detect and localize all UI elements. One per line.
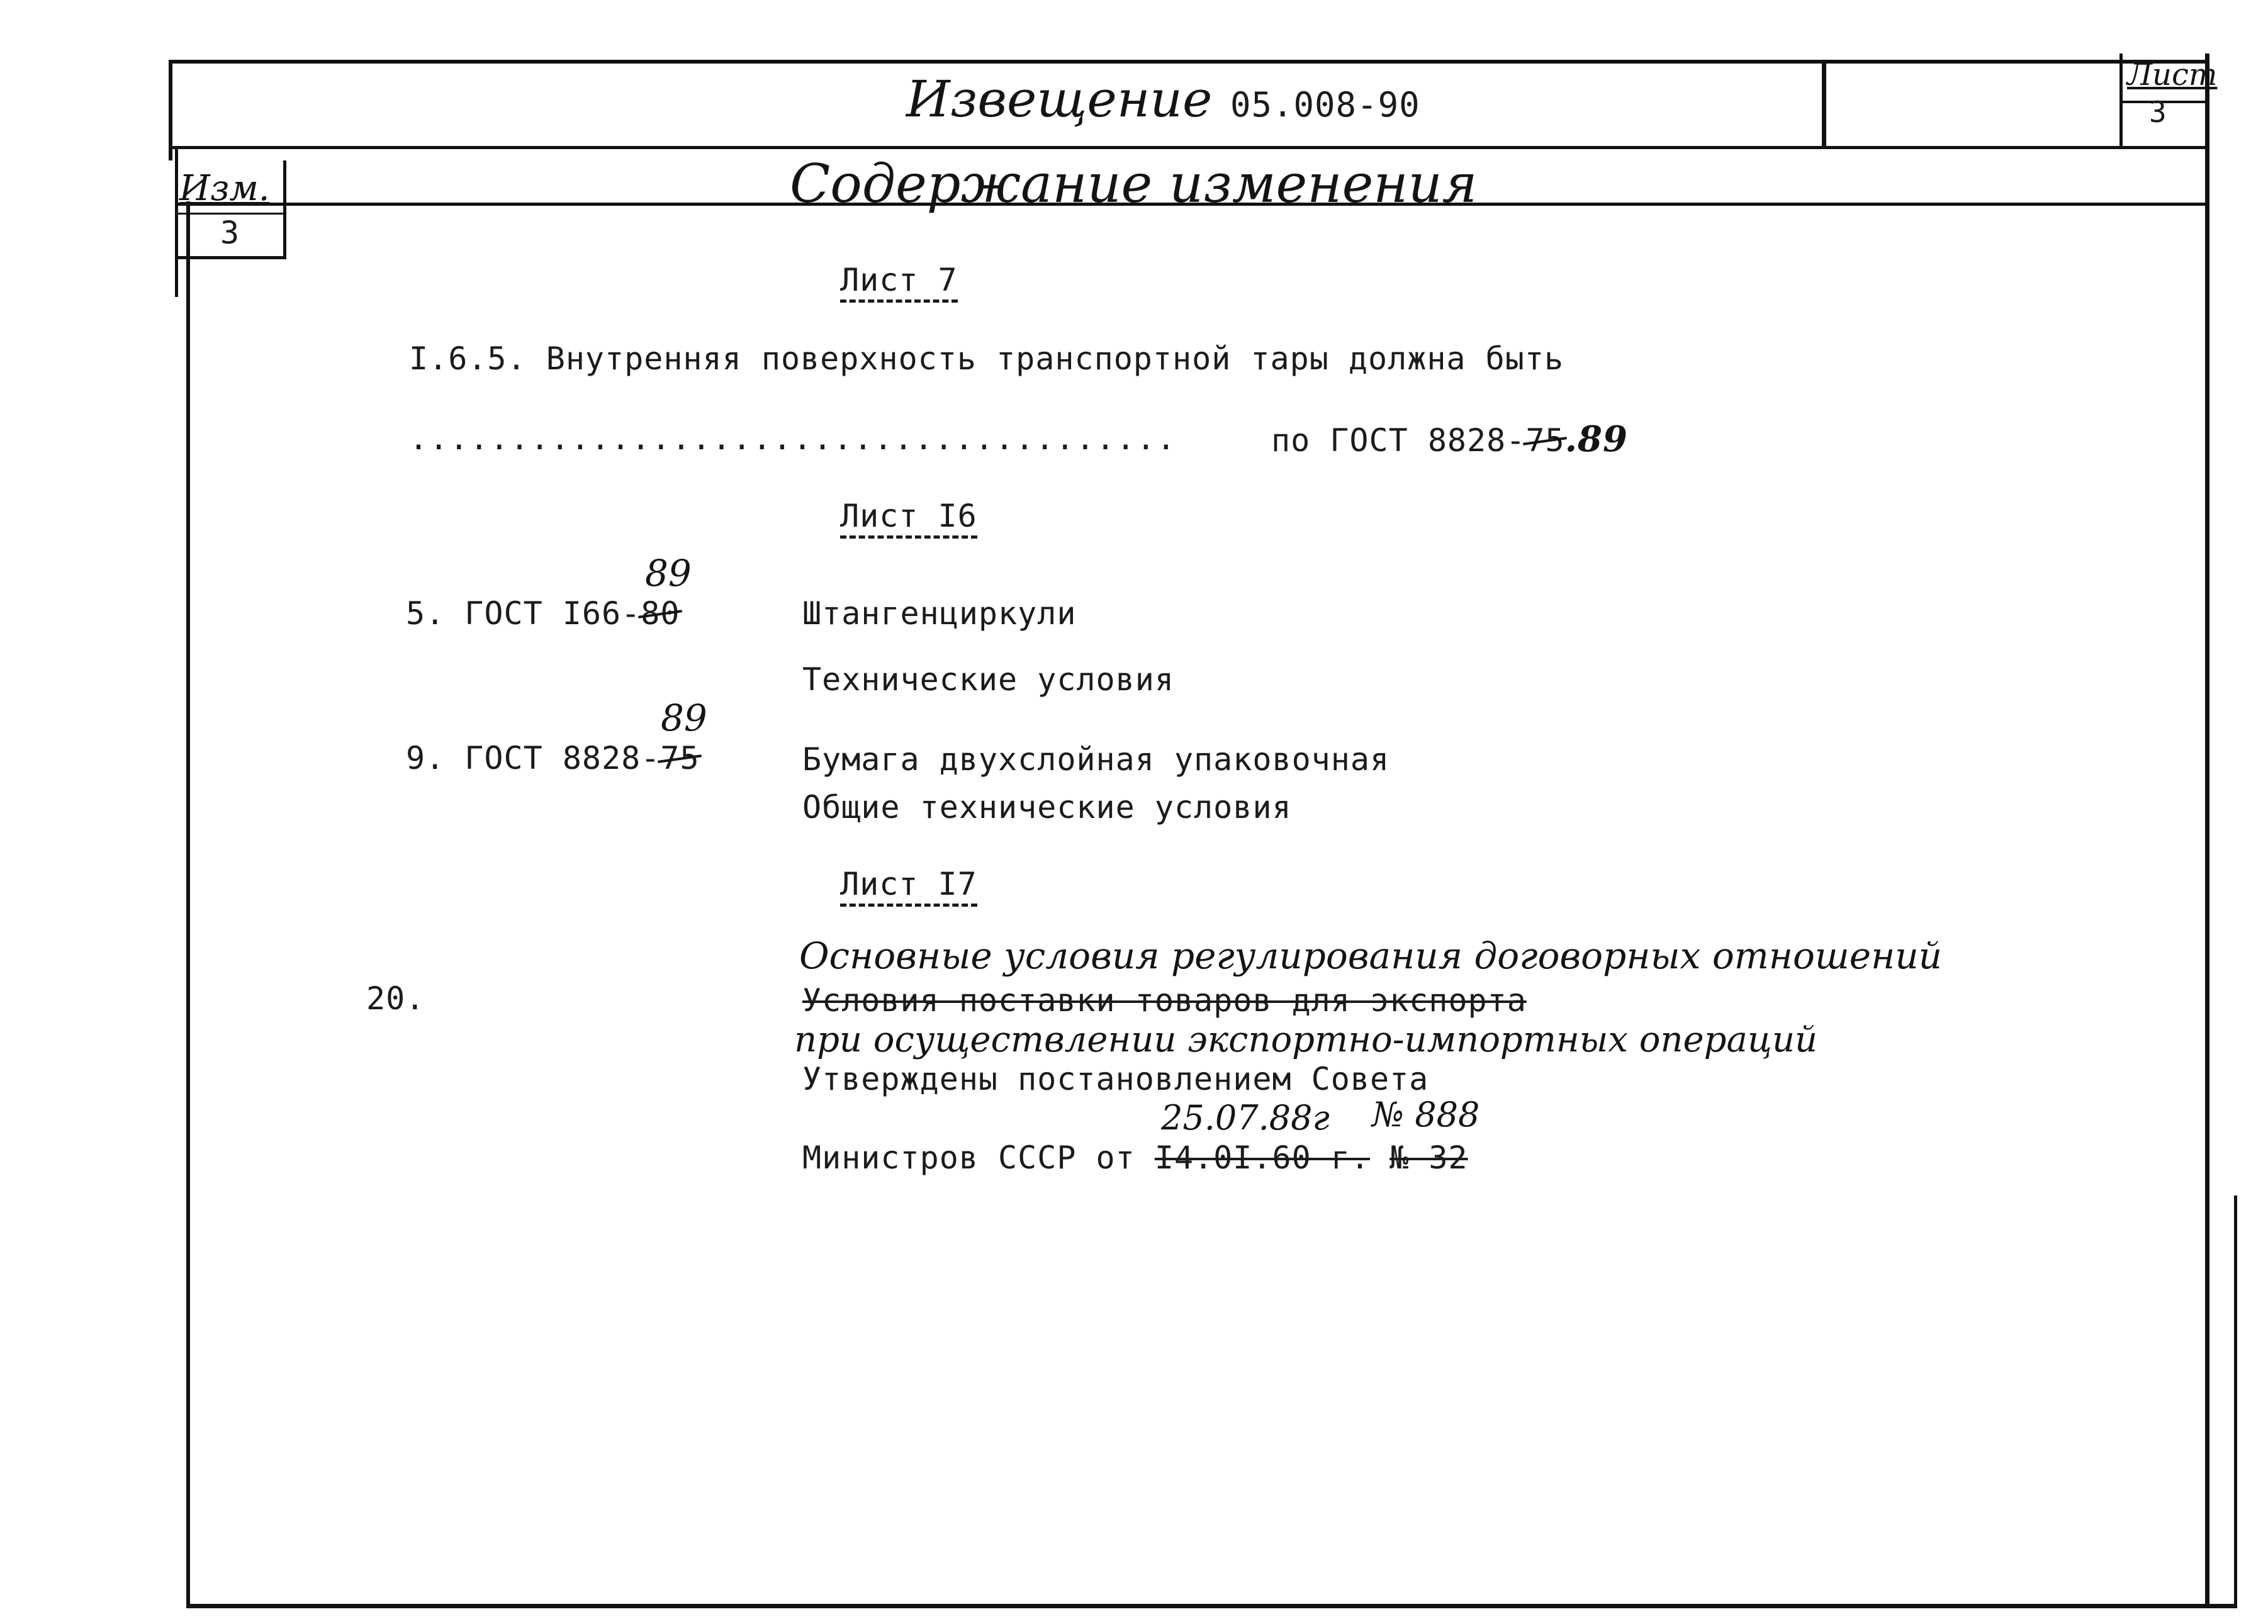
item-9-gost: 9. ГОСТ 8828-: [406, 740, 661, 776]
gost-ref-new-year: .89: [1564, 418, 1628, 460]
item-5-old-year: 80: [641, 595, 680, 632]
item-9-old-year: 75: [660, 740, 700, 776]
content-title: Содержание изменения: [790, 153, 1478, 215]
item-5-gost: 5. ГОСТ I66-: [406, 595, 641, 632]
header-right-separator: [1822, 60, 1826, 146]
sheet-label: Лист: [2127, 57, 2218, 92]
change-box-bottom: [176, 256, 286, 259]
clause-1-6-5: I.6.5. Внутренняя поверхность транспортной тары должна быть: [409, 340, 1564, 377]
item-9-title: Бумага двухслойная упаковочная: [802, 741, 1390, 778]
item-20-new-date: 25.07.88г: [1161, 1098, 1330, 1138]
item-20-old-number: № 32: [1389, 1140, 1468, 1176]
item-20-handwritten-line-2: при осуществлении экспортно-импортных операций: [794, 1019, 1818, 1060]
clause-gost-reference: [1271, 418, 1628, 460]
sheet-17-heading: Лист I7: [840, 868, 977, 907]
item-9-number: [406, 742, 700, 774]
left-margin-stub: [175, 146, 178, 297]
notice-title: Извещение: [906, 70, 1213, 128]
item-20-handwritten-line-1: Основные условия регулирования договорных отношений: [799, 934, 1943, 977]
document-number: 05.008-90: [1230, 85, 1420, 125]
item-20-new-number: № 888: [1372, 1095, 1480, 1134]
gost-ref-old-year: 75: [1525, 422, 1565, 459]
frame-right: [2205, 53, 2209, 1608]
item-20-number: 20.: [366, 980, 425, 1017]
item-9-subtitle: Общие технические условия: [802, 789, 1292, 826]
sheet-16-heading: Лист I6: [840, 500, 977, 539]
item-20-approved: Утверждены постановлением Совета: [802, 1061, 1429, 1097]
frame-left: [186, 201, 190, 1608]
item-9-new-year: 89: [661, 697, 707, 739]
change-box-right: [283, 160, 286, 258]
gost-ref-prefix: по ГОСТ 8828-: [1271, 422, 1526, 459]
frame-bottom: [186, 1604, 2234, 1608]
clause-dots: ......................................: [409, 420, 1177, 457]
item-20-struck-line: Условия поставки товаров для экспорта: [802, 982, 1527, 1019]
sheet-number: 3: [2149, 95, 2167, 129]
frame-left-upper: [169, 60, 172, 160]
change-label: Изм.: [179, 168, 270, 209]
change-number: 3: [220, 215, 240, 251]
sheet-7-heading: Лист 7: [840, 264, 958, 303]
item-20-ministers-prefix: Министров СССР от: [802, 1140, 1135, 1176]
item-5-number: [406, 595, 680, 632]
frame-top: [169, 60, 2209, 64]
frame-right-inner: [2234, 1196, 2237, 1608]
header-divider: [169, 146, 2209, 149]
item-5-title: Штангенциркули: [802, 595, 1077, 632]
item-5-subtitle: Технические условия: [802, 661, 1174, 698]
item-20-old-date: I4.0I.60 г.: [1154, 1140, 1370, 1176]
item-20-ministers-line: [802, 1140, 1468, 1176]
item-5-new-year: 89: [645, 552, 692, 595]
